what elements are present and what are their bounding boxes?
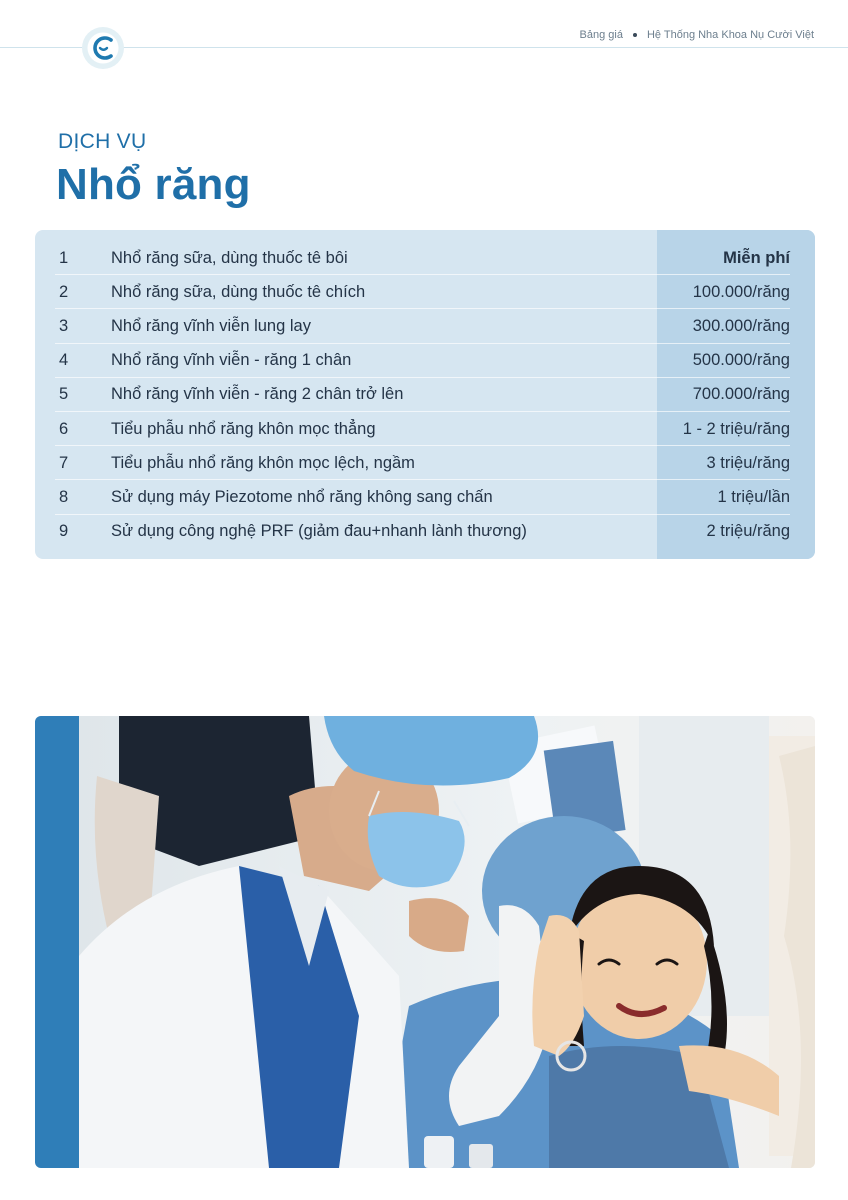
table-row	[35, 412, 815, 446]
service-name: Nhổ răng vĩnh viễn lung lay	[111, 316, 311, 335]
row-number: 8	[59, 487, 69, 506]
row-number: 4	[59, 351, 69, 370]
header-right-text: Hệ Thống Nha Khoa Nụ Cười Việt	[646, 29, 814, 41]
table-row	[35, 378, 815, 412]
service-price: 700.000/răng	[692, 385, 790, 404]
table-row	[35, 446, 815, 480]
service-name: Tiểu phẫu nhổ răng khôn mọc lệch, ngầm	[111, 453, 415, 472]
row-number: 7	[59, 453, 69, 472]
header-divider	[0, 47, 848, 48]
row-number: 1	[59, 248, 69, 267]
table-row	[35, 241, 815, 275]
service-name: Nhổ răng vĩnh viễn - răng 1 chân	[111, 351, 352, 370]
smile-c-logo-icon	[80, 25, 126, 71]
table-row	[35, 344, 815, 378]
service-price: 2 triệu/răng	[706, 522, 790, 541]
header-left-text: Bảng giá	[579, 29, 623, 41]
clinic-photo	[35, 716, 815, 1168]
service-price: Miễn phí	[723, 248, 790, 267]
table-row	[35, 480, 815, 514]
row-number: 5	[59, 385, 69, 404]
service-price: 300.000/răng	[692, 316, 790, 335]
header-breadcrumb	[580, 29, 814, 41]
service-price: 500.000/răng	[692, 351, 790, 370]
row-number: 9	[59, 522, 69, 541]
row-number: 6	[59, 419, 69, 438]
price-rows	[35, 241, 815, 549]
table-row	[35, 515, 815, 549]
service-price: 100.000/răng	[692, 282, 790, 301]
row-number: 2	[59, 282, 69, 301]
photo-accent-stripe	[35, 716, 79, 1168]
price-table	[35, 230, 815, 559]
service-price: 1 - 2 triệu/răng	[682, 419, 790, 438]
section-eyebrow: DỊCH VỤ	[58, 130, 147, 153]
page-title: Nhổ răng	[56, 160, 251, 209]
row-number: 3	[59, 316, 69, 335]
service-name: Nhổ răng vĩnh viễn - răng 2 chân trở lên	[111, 385, 404, 404]
separator-dot-icon	[633, 33, 637, 37]
table-row	[35, 275, 815, 309]
service-name: Nhổ răng sữa, dùng thuốc tê bôi	[111, 248, 348, 267]
service-name: Tiểu phẫu nhổ răng khôn mọc thẳng	[111, 419, 376, 438]
service-name: Sử dụng máy Piezotome nhổ răng không sang chấn	[111, 487, 493, 506]
service-price: 3 triệu/răng	[706, 453, 790, 472]
service-price: 1 triệu/lần	[717, 487, 790, 506]
table-row	[35, 309, 815, 343]
dentist-child-high-five-photo-icon	[79, 716, 815, 1168]
service-name: Sử dụng công nghệ PRF (giảm đau+nhanh lành thương)	[111, 522, 527, 541]
service-name: Nhổ răng sữa, dùng thuốc tê chích	[111, 282, 366, 301]
